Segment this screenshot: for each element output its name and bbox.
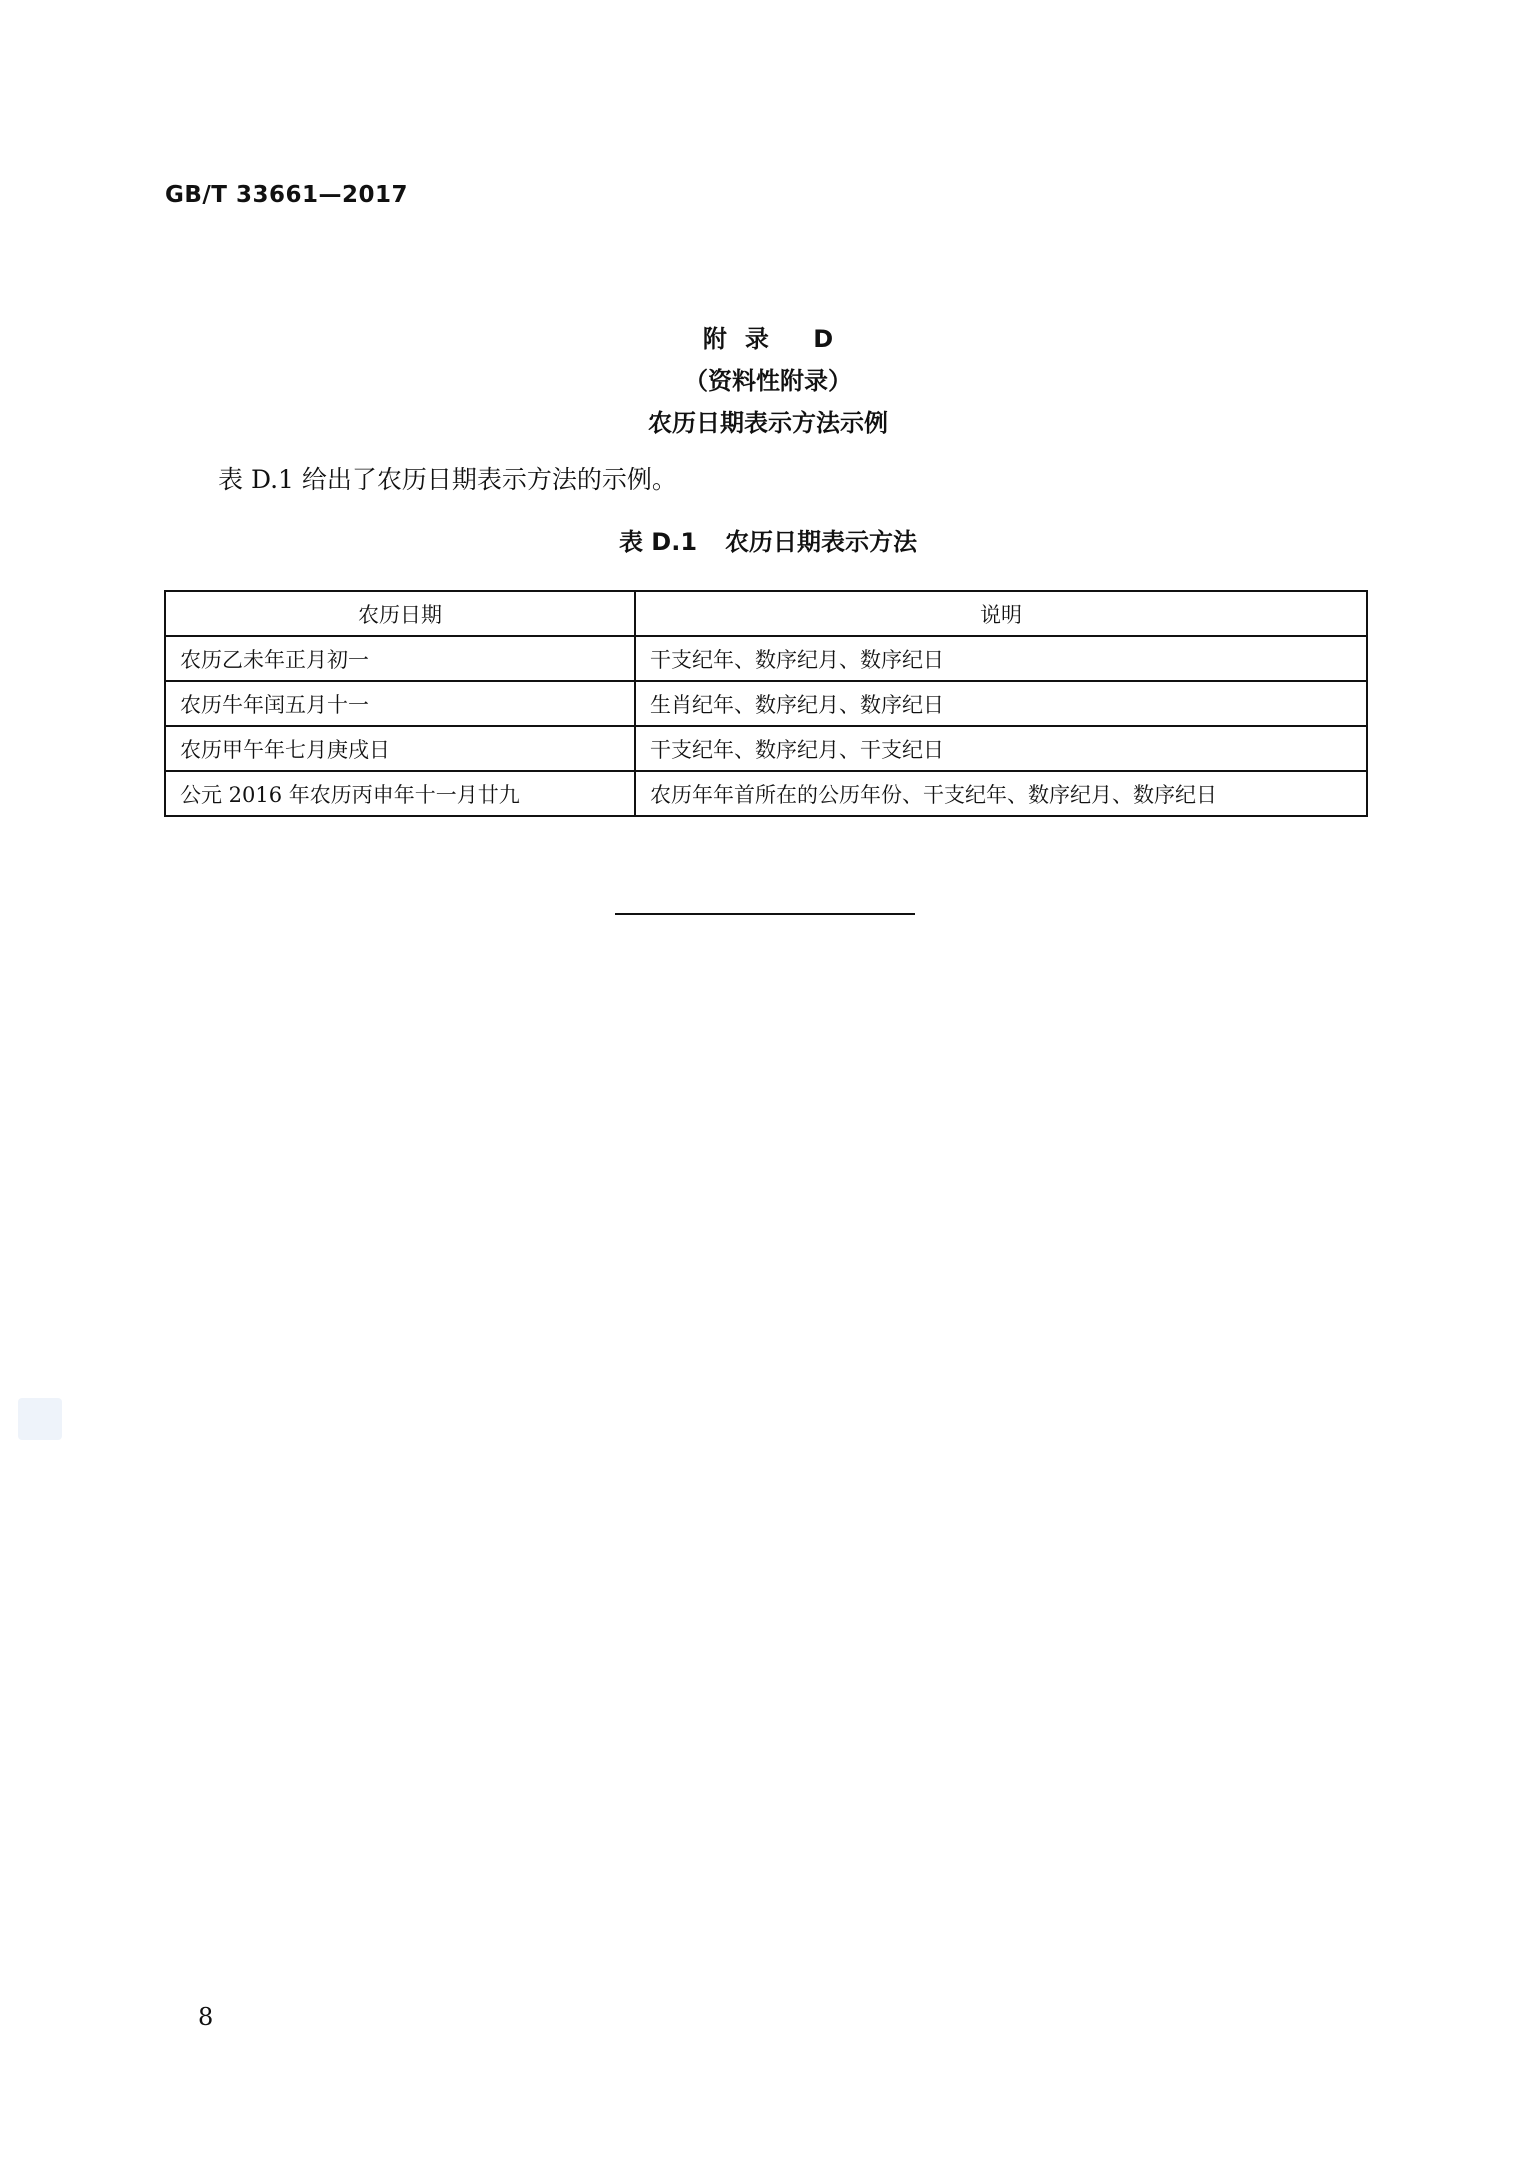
end-of-document-rule xyxy=(615,913,915,915)
column-header-description: 说明 xyxy=(635,591,1367,636)
table-row xyxy=(165,771,1367,816)
appendix-type: （资料性附录） xyxy=(684,367,852,395)
lunar-date-cell: 农历乙未年正月初一 xyxy=(165,636,635,681)
table-row xyxy=(165,681,1367,726)
lunar-date-table xyxy=(164,590,1368,817)
appendix-title: 农历日期表示方法示例 xyxy=(648,409,888,437)
description-cell: 干支纪年、数序纪月、干支纪日 xyxy=(635,726,1367,771)
appendix-heading xyxy=(0,318,1536,444)
description-cell: 干支纪年、数序纪月、数序纪日 xyxy=(635,636,1367,681)
page-number: 8 xyxy=(198,2003,214,2031)
lunar-date-cell: 农历甲午年七月庚戌日 xyxy=(165,726,635,771)
intro-paragraph: 表 D.1 给出了农历日期表示方法的示例。 xyxy=(218,465,677,494)
table-row xyxy=(165,726,1367,771)
description-cell: 生肖纪年、数序纪月、数序纪日 xyxy=(635,681,1367,726)
table-caption xyxy=(0,524,1536,560)
description-cell: 农历年年首所在的公历年份、干支纪年、数序纪月、数序纪日 xyxy=(635,771,1367,816)
standard-number: GB/T 33661—2017 xyxy=(165,182,409,208)
appendix-label: 附录 D xyxy=(702,325,852,353)
scan-margin-mark xyxy=(18,1398,62,1440)
column-header-lunar-date: 农历日期 xyxy=(165,591,635,636)
table-caption-title: 农历日期表示方法 xyxy=(725,528,918,556)
table-header-row xyxy=(165,591,1367,636)
lunar-date-cell: 公元 2016 年农历丙申年十一月廿九 xyxy=(165,771,635,816)
table-row xyxy=(165,636,1367,681)
lunar-date-cell: 农历牛年闰五月十一 xyxy=(165,681,635,726)
table-caption-number: 表 D.1 xyxy=(618,528,698,556)
